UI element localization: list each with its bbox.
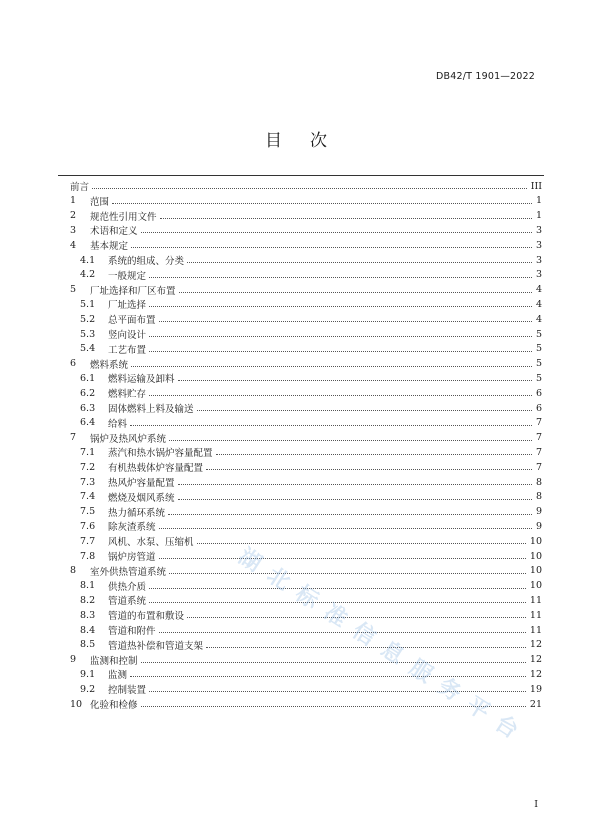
toc-leader-dots bbox=[92, 188, 527, 189]
toc-leader-dots bbox=[206, 469, 532, 470]
toc-entry[interactable] bbox=[0, 697, 594, 711]
toc-entry-number: 5.1 bbox=[80, 298, 96, 310]
toc-entry-page: 11 bbox=[529, 594, 542, 606]
toc-entry[interactable] bbox=[0, 223, 594, 237]
toc-entry-number: 6 bbox=[70, 358, 77, 370]
toc-entry[interactable] bbox=[0, 194, 594, 208]
toc-leader-dots bbox=[159, 321, 532, 322]
toc-entry[interactable] bbox=[0, 371, 594, 385]
toc-entry-page: 10 bbox=[529, 550, 542, 562]
toc-leader-dots bbox=[149, 588, 526, 589]
toc-entry[interactable] bbox=[0, 534, 594, 548]
toc-entry-label: 热风炉容量配置 bbox=[108, 478, 175, 489]
toc-entry-number: 5.3 bbox=[80, 328, 96, 340]
toc-entry-label: 控制装置 bbox=[108, 685, 147, 697]
toc-entry-number: 5 bbox=[70, 284, 77, 296]
toc-leader-dots bbox=[149, 602, 526, 603]
toc-entry-number: 1 bbox=[70, 195, 77, 207]
toc-leader-dots bbox=[179, 292, 532, 293]
toc-entry-label: 室外供热管道系统 bbox=[90, 566, 167, 578]
toc-entry[interactable] bbox=[0, 682, 594, 696]
toc-leader-dots bbox=[187, 617, 526, 618]
toc-leader-dots bbox=[216, 454, 532, 455]
toc-entry-label: 蒸汽和热水锅炉容量配置 bbox=[108, 448, 213, 460]
toc-entry-page: 7 bbox=[535, 432, 542, 444]
toc-entry-page: 7 bbox=[535, 446, 542, 458]
toc-leader-dots bbox=[141, 706, 526, 707]
toc-entry-label: 锅炉及热风炉系统 bbox=[90, 433, 167, 445]
toc-leader-dots bbox=[131, 247, 532, 248]
toc-entry-page: 12 bbox=[529, 654, 542, 666]
toc-entry-label: 燃烧及烟风系统 bbox=[108, 492, 175, 504]
toc-entry[interactable] bbox=[0, 179, 594, 193]
toc-entry-number: 5.2 bbox=[80, 313, 96, 325]
toc-leader-dots bbox=[178, 380, 532, 381]
toc-entry-label: 范围 bbox=[90, 196, 110, 208]
toc-leader-dots bbox=[159, 632, 526, 633]
toc-entry[interactable] bbox=[0, 623, 594, 637]
toc-entry[interactable] bbox=[0, 431, 594, 445]
toc-entry[interactable] bbox=[0, 416, 594, 430]
toc-leader-dots bbox=[149, 277, 532, 278]
title-rule bbox=[58, 175, 544, 176]
toc-entry-number: 7 bbox=[70, 432, 77, 444]
toc-leader-dots bbox=[130, 676, 526, 677]
toc-leader-dots bbox=[159, 558, 526, 559]
toc-entry-page: 1 bbox=[535, 195, 542, 207]
toc-leader-dots bbox=[149, 691, 526, 692]
toc-leader-dots bbox=[131, 366, 532, 367]
toc-entry-label: 固体燃料上料及输送 bbox=[108, 404, 194, 415]
toc-entry-label: 竖向设计 bbox=[108, 330, 147, 341]
toc-entry-page: 3 bbox=[535, 224, 542, 236]
toc-entry-number: 6.1 bbox=[80, 372, 96, 384]
toc-entry[interactable] bbox=[0, 253, 594, 267]
toc-entry-page: 1 bbox=[535, 210, 542, 222]
toc-entry-page: 7 bbox=[535, 461, 542, 473]
toc-entry-label: 给料 bbox=[108, 418, 128, 430]
toc-entry-label: 术语和定义 bbox=[90, 226, 138, 238]
toc-entry[interactable] bbox=[0, 460, 594, 474]
toc-entry[interactable] bbox=[0, 505, 594, 519]
toc-entry-number: 8.4 bbox=[80, 624, 96, 636]
toc-entry-label: 厂址选择 bbox=[108, 300, 147, 312]
page-title bbox=[0, 126, 594, 151]
toc-entry[interactable] bbox=[0, 490, 594, 504]
toc-entry-number: 7.5 bbox=[80, 506, 96, 518]
toc-entry[interactable] bbox=[0, 283, 594, 297]
watermark: 湖北标准信息服务平台 bbox=[233, 544, 533, 751]
toc-entry-label: 有机热载体炉容量配置 bbox=[108, 463, 204, 475]
toc-entry-page: 12 bbox=[529, 668, 542, 680]
toc-entry-page: 12 bbox=[529, 639, 542, 651]
toc-entry[interactable] bbox=[0, 653, 594, 667]
toc-entry[interactable] bbox=[0, 608, 594, 622]
toc-entry-number: 7.3 bbox=[80, 476, 96, 488]
toc-entry[interactable] bbox=[0, 312, 594, 326]
toc-entry-page: 7 bbox=[535, 417, 542, 429]
toc-entry[interactable] bbox=[0, 401, 594, 415]
doc-code: DB42/T 1901—2022 bbox=[436, 71, 535, 82]
toc-entry-label: 工艺布置 bbox=[108, 344, 147, 356]
toc-entry-label: 厂址选择和厂区布置 bbox=[90, 285, 176, 297]
toc-entry-page: 11 bbox=[529, 624, 542, 636]
toc-entry-page: 4 bbox=[535, 284, 542, 296]
toc-entry-number: 9.1 bbox=[80, 668, 96, 680]
toc-entry[interactable] bbox=[0, 549, 594, 563]
page-number: I bbox=[534, 799, 538, 810]
toc-entry-label: 化验和检修 bbox=[90, 700, 138, 711]
toc-entry-label: 一般规定 bbox=[108, 270, 147, 282]
toc-entry-number: 7.8 bbox=[80, 550, 96, 562]
toc-entry-page: 8 bbox=[535, 491, 542, 503]
toc-entry[interactable] bbox=[0, 593, 594, 607]
title-char-1: 目 bbox=[265, 131, 284, 151]
toc-entry-number: 8.3 bbox=[80, 609, 96, 621]
toc-leader-dots bbox=[169, 440, 532, 441]
toc-entry-number: 7.6 bbox=[80, 520, 96, 532]
toc-entry-number: 8.1 bbox=[80, 580, 96, 592]
toc-entry-number: 4 bbox=[70, 239, 77, 251]
toc-entry-label: 燃料系统 bbox=[90, 359, 129, 371]
toc-entry-label: 风机、水泵、压缩机 bbox=[108, 537, 194, 549]
toc-entry-number: 8.5 bbox=[80, 639, 96, 651]
toc-entry-number: 2 bbox=[70, 210, 77, 222]
toc-leader-dots bbox=[130, 425, 532, 426]
toc-entry-number: 10 bbox=[70, 698, 83, 710]
toc-entry-page: 9 bbox=[535, 506, 542, 518]
toc-leader-dots bbox=[141, 662, 526, 663]
toc-entry-number: 4.2 bbox=[80, 269, 96, 281]
toc-entry-number: 7.1 bbox=[80, 446, 96, 458]
toc-entry-page: 3 bbox=[535, 254, 542, 266]
toc-entry-number: 7.7 bbox=[80, 535, 96, 547]
toc-entry-page: 19 bbox=[529, 683, 542, 695]
toc-entry[interactable] bbox=[0, 475, 594, 489]
toc-leader-dots bbox=[169, 573, 526, 574]
toc-entry-page: 5 bbox=[535, 328, 542, 340]
toc-entry-page: 5 bbox=[535, 343, 542, 355]
toc-entry-page: 3 bbox=[535, 239, 542, 251]
toc-entry-label: 管道的布置和敷设 bbox=[108, 611, 185, 623]
toc-entry-label: 供热介质 bbox=[108, 581, 147, 593]
toc-entry-label: 热力循环系统 bbox=[108, 507, 166, 519]
toc-leader-dots bbox=[178, 499, 532, 500]
toc-leader-dots bbox=[149, 306, 532, 307]
toc-leader-dots bbox=[149, 336, 532, 337]
toc-entry-label: 锅炉房管道 bbox=[108, 552, 156, 563]
toc-leader-dots bbox=[112, 203, 532, 204]
toc-entry-page: 5 bbox=[535, 358, 542, 370]
toc-entry-label: 燃料贮存 bbox=[108, 389, 147, 401]
toc-entry-number: 9.2 bbox=[80, 683, 96, 695]
toc-entry-number: 6.4 bbox=[80, 417, 96, 429]
toc-entry-label: 前言 bbox=[70, 182, 90, 193]
toc-entry[interactable] bbox=[0, 297, 594, 311]
toc-entry-number: 6.2 bbox=[80, 387, 96, 399]
toc-entry-number: 9 bbox=[70, 654, 77, 666]
toc-entry[interactable] bbox=[0, 667, 594, 681]
toc-leader-dots bbox=[160, 218, 532, 219]
toc-entry-page: 3 bbox=[535, 269, 542, 281]
toc-entry-page: 4 bbox=[535, 298, 542, 310]
toc-entry-label: 总平面布置 bbox=[108, 315, 156, 327]
toc-entry-label: 基本规定 bbox=[90, 241, 129, 253]
toc-leader-dots bbox=[149, 395, 532, 396]
toc-entry-label: 燃料运输及卸料 bbox=[108, 374, 175, 386]
toc-entry-label: 管道和附件 bbox=[108, 626, 156, 637]
toc-leader-dots bbox=[187, 262, 532, 263]
toc-entry-label: 规范性引用文件 bbox=[90, 211, 157, 223]
toc-leader-dots bbox=[141, 232, 532, 233]
toc-entry[interactable] bbox=[0, 342, 594, 356]
toc-entry[interactable] bbox=[0, 579, 594, 593]
toc-leader-dots bbox=[149, 351, 532, 352]
toc-entry-page: 4 bbox=[535, 313, 542, 325]
toc-leader-dots bbox=[206, 647, 526, 648]
toc-entry-label: 监测 bbox=[108, 670, 128, 682]
toc-entry-page: 6 bbox=[535, 387, 542, 399]
toc-entry-label: 管道热补偿和管道支架 bbox=[108, 640, 204, 652]
toc-leader-dots bbox=[197, 410, 532, 411]
toc-entry-label: 管道系统 bbox=[108, 596, 147, 608]
toc-entry[interactable] bbox=[0, 386, 594, 400]
toc-entry-page: 9 bbox=[535, 520, 542, 532]
toc-entry-page: 10 bbox=[529, 580, 542, 592]
toc-entry-number: 5.4 bbox=[80, 343, 96, 355]
toc-entry-number: 7.2 bbox=[80, 461, 96, 473]
toc-entry[interactable] bbox=[0, 445, 594, 459]
title-char-2: 次 bbox=[310, 131, 329, 151]
toc-leader-dots bbox=[168, 514, 532, 515]
toc-entry[interactable] bbox=[0, 564, 594, 578]
toc-entry-label: 除灰渣系统 bbox=[108, 522, 156, 534]
toc-entry-number: 8.2 bbox=[80, 594, 96, 606]
toc-leader-dots bbox=[178, 484, 532, 485]
toc-leader-dots bbox=[159, 528, 532, 529]
toc-entry-page: 10 bbox=[529, 565, 542, 577]
toc-entry-number: 3 bbox=[70, 224, 77, 236]
toc-entry-page: 8 bbox=[535, 476, 542, 488]
toc-entry-page: 21 bbox=[529, 698, 542, 710]
toc-entry-number: 4.1 bbox=[80, 254, 96, 266]
toc-entry-page: III bbox=[530, 180, 542, 192]
toc-entry[interactable] bbox=[0, 519, 594, 533]
toc-entry[interactable] bbox=[0, 327, 594, 341]
toc-entry-label: 系统的组成、分类 bbox=[108, 256, 185, 267]
toc-entry-page: 5 bbox=[535, 372, 542, 384]
toc-entry-number: 6.3 bbox=[80, 402, 96, 414]
toc-entry-page: 6 bbox=[535, 402, 542, 414]
toc-entry-number: 8 bbox=[70, 565, 77, 577]
toc-entry[interactable] bbox=[0, 268, 594, 282]
toc-entry-label: 监测和控制 bbox=[90, 655, 138, 667]
toc-entry[interactable] bbox=[0, 238, 594, 252]
toc-entry-page: 10 bbox=[529, 535, 542, 547]
toc-leader-dots bbox=[197, 543, 526, 544]
toc-entry-number: 7.4 bbox=[80, 491, 96, 503]
toc-entry[interactable] bbox=[0, 209, 594, 223]
toc-entry[interactable] bbox=[0, 638, 594, 652]
toc-entry-page: 11 bbox=[529, 609, 542, 621]
toc-entry[interactable] bbox=[0, 357, 594, 371]
